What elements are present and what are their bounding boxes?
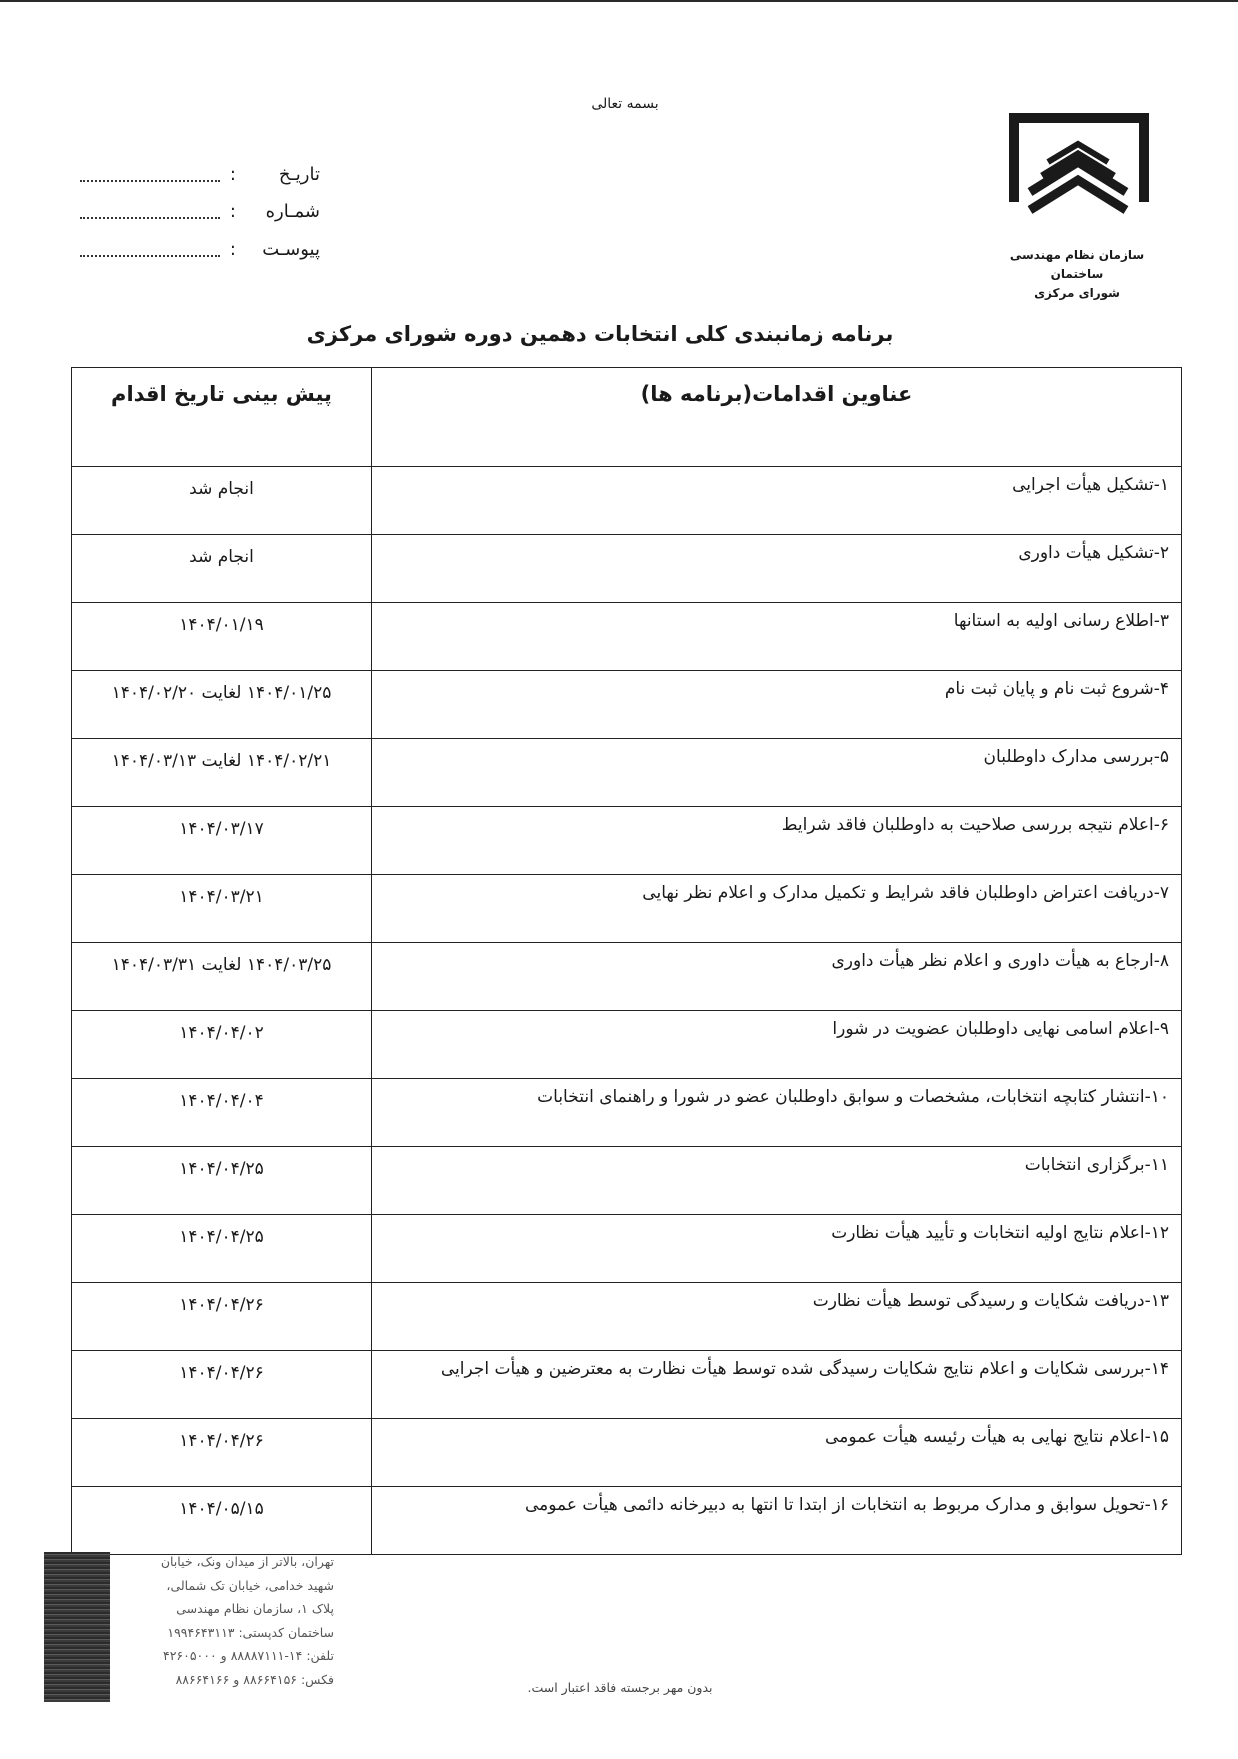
table-row [72, 535, 1182, 603]
table-row [72, 1147, 1182, 1215]
phone-line: تلفن: ۱۴-۸۸۸۸۷۱۱۱ و ۴۲۶۰۵۰۰۰ [162, 1648, 334, 1663]
organization-name [992, 246, 1162, 303]
stamp-validity-note: بدون مهر برجسته فاقد اعتبار است. [527, 1680, 713, 1695]
date-colon: : [229, 164, 236, 185]
date-cell: ۱۴۰۴/۰۴/۰۴ [72, 1079, 372, 1147]
number-dotted-line [80, 207, 220, 219]
scan-edge-line [0, 0, 1238, 2]
date-cell: ۱۴۰۴/۰۱/۱۹ [72, 603, 372, 671]
table-row [72, 467, 1182, 535]
actions-column-header: عناوین اقدامات(برنامه ها) [372, 368, 1182, 467]
attachment-colon: : [229, 239, 236, 260]
date-cell: ۱۴۰۴/۰۴/۲۶ [72, 1283, 372, 1351]
action-cell: ۱۶-تحویل سوابق و مدارک مربوط به انتخابات از ابتدا تا انتها به دبیرخانه دائمی هیأت عمومی [372, 1487, 1182, 1555]
number-label: شمـاره [265, 201, 320, 222]
action-cell: ۲-تشکیل هیأت داوری [372, 535, 1182, 603]
date-cell: انجام شد [72, 535, 372, 603]
date-cell: ۱۴۰۴/۰۳/۲۱ [72, 875, 372, 943]
table-row [72, 1079, 1182, 1147]
action-cell: ۱۵-اعلام نتایج نهایی به هیأت رئیسه هیأت عمومی [372, 1419, 1182, 1487]
action-cell: ۱۲-اعلام نتایج اولیه انتخابات و تأیید هیأت نظارت [372, 1215, 1182, 1283]
org-name-line2: شورای مرکزی [1034, 286, 1120, 300]
fax-line: فکس: ۸۸۶۶۴۱۵۶ و ۸۸۶۶۴۱۶۶ [175, 1671, 334, 1687]
barcode-icon [44, 1552, 110, 1702]
attachment-dotted-line [80, 245, 220, 257]
schedule-table [71, 367, 1182, 1555]
action-cell: ۸-ارجاع به هیأت داوری و اعلام نظر هیأت داوری [372, 943, 1182, 1011]
date-cell: ۱۴۰۴/۰۴/۲۵ [72, 1147, 372, 1215]
action-cell: ۱۳-دریافت شکایات و رسیدگی توسط هیأت نظارت [372, 1283, 1182, 1351]
action-cell: ۴-شروع ثبت نام و پایان ثبت نام [372, 671, 1182, 739]
address-line: ساختمان کدپستی: ۱۹۹۴۶۴۳۱۱۳ [167, 1624, 334, 1640]
action-cell: ۱۴-بررسی شکایات و اعلام نتایج شکایات رسیدگی شده توسط هیأت نظارت به معترضین و هیأت اجرایی [372, 1351, 1182, 1419]
schedule-rows [72, 467, 1182, 1555]
date-cell: انجام شد [72, 467, 372, 535]
table-row [72, 603, 1182, 671]
table-row [72, 671, 1182, 739]
table-row [72, 1283, 1182, 1351]
action-cell: ۱۱-برگزاری انتخابات [372, 1147, 1182, 1215]
table-row [72, 1351, 1182, 1419]
document-title: برنامه زمانبندی کلی انتخابات دهمین دوره شورای مرکزی [306, 322, 894, 346]
action-cell: ۱۰-انتشار کتابچه انتخابات، مشخصات و سوابق داوطلبان عضو در شورا و راهنمای انتخابات [372, 1079, 1182, 1147]
number-colon: : [229, 201, 236, 222]
action-cell: ۱-تشکیل هیأت اجرایی [372, 467, 1182, 535]
address-line: پلاک ۱، سازمان نظام مهندسی [176, 1601, 334, 1616]
table-row [72, 1011, 1182, 1079]
dates-column-header: پیش بینی تاریخ اقدام [72, 368, 372, 467]
table-row [72, 1215, 1182, 1283]
date-cell: ۱۴۰۴/۰۴/۲۶ [72, 1351, 372, 1419]
table-row [72, 1419, 1182, 1487]
table-row [72, 739, 1182, 807]
action-cell: ۷-دریافت اعتراض داوطلبان فاقد شرایط و تکمیل مدارک و اعلام نظر نهایی [372, 875, 1182, 943]
table-row [72, 807, 1182, 875]
basmala: بسمه تعالی [591, 96, 659, 112]
date-cell: ۱۴۰۴/۰۳/۲۵ لغایت ۱۴۰۴/۰۳/۳۱ [72, 943, 372, 1011]
address-line: تهران، بالاتر از میدان ونک، خیابان [160, 1554, 334, 1569]
date-dotted-line [80, 170, 220, 182]
attachment-label: پیوسـت [262, 239, 320, 260]
date-cell: ۱۴۰۴/۰۲/۲۱ لغایت ۱۴۰۴/۰۳/۱۳ [72, 739, 372, 807]
table-row [72, 1487, 1182, 1555]
date-cell: ۱۴۰۴/۰۴/۰۲ [72, 1011, 372, 1079]
table-row [72, 875, 1182, 943]
table-row [72, 943, 1182, 1011]
date-cell: ۱۴۰۴/۰۱/۲۵ لغایت ۱۴۰۴/۰۲/۲۰ [72, 671, 372, 739]
date-cell: ۱۴۰۴/۰۵/۱۵ [72, 1487, 372, 1555]
date-cell: ۱۴۰۴/۰۳/۱۷ [72, 807, 372, 875]
action-cell: ۹-اعلام اسامی نهایی داوطلبان عضویت در شورا [372, 1011, 1182, 1079]
date-label: تاریـخ [278, 164, 320, 185]
address-line: شهید خدامی، خیابان تک شمالی، [166, 1577, 334, 1593]
action-cell: ۶-اعلام نتیجه بررسی صلاحیت به داوطلبان فاقد شرایط [372, 807, 1182, 875]
action-cell: ۳-اطلاع رسانی اولیه به استانها [372, 603, 1182, 671]
table-header-row [72, 368, 1182, 467]
address-block [128, 1550, 334, 1691]
date-cell: ۱۴۰۴/۰۴/۲۵ [72, 1215, 372, 1283]
action-cell: ۵-بررسی مدارک داوطلبان [372, 739, 1182, 807]
date-cell: ۱۴۰۴/۰۴/۲۶ [72, 1419, 372, 1487]
engineering-org-logo-icon [1008, 112, 1150, 214]
org-name-line1: سازمان نظام مهندسی ساختمان [1009, 248, 1145, 281]
